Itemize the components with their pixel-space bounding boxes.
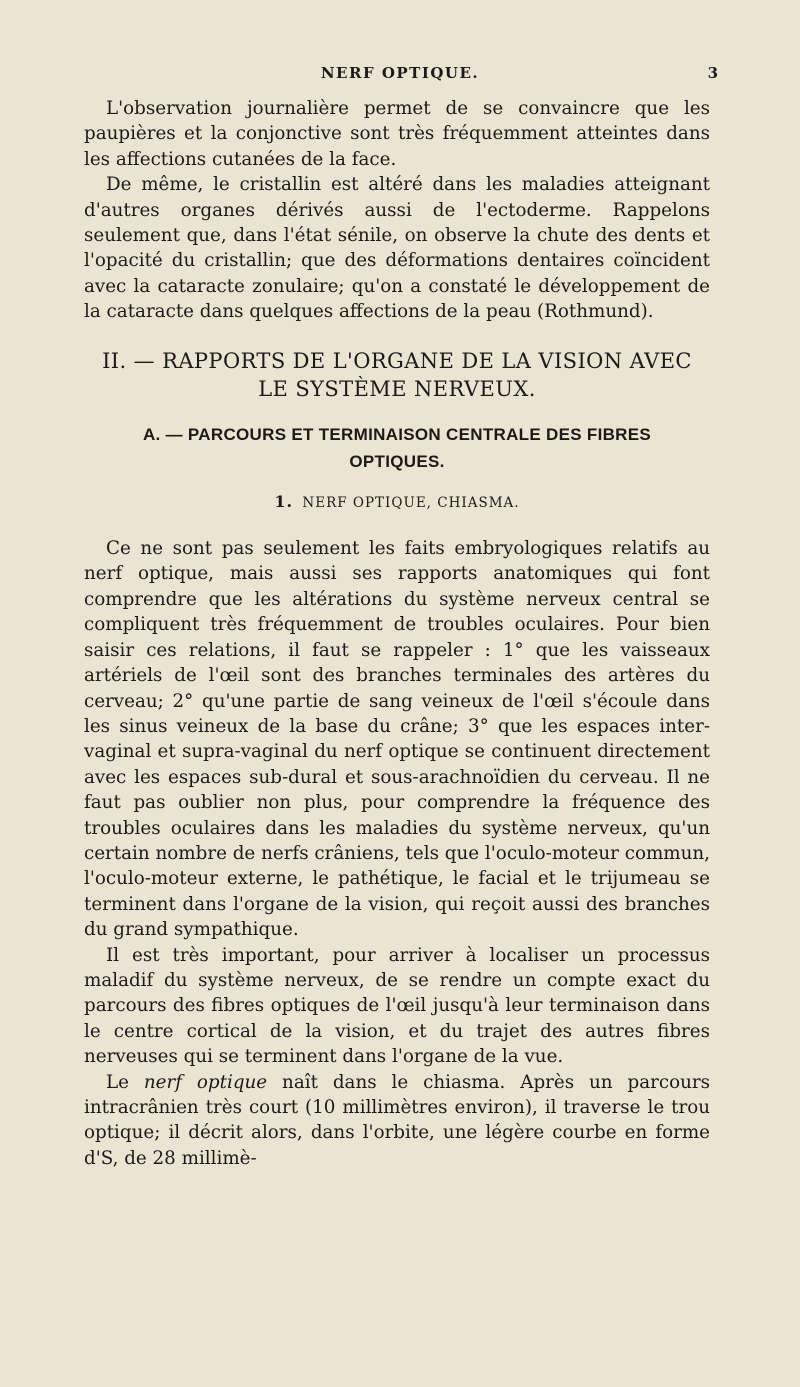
paragraph-paupieres: L'observation journalière permet de se convaincre que les paupières et la conjonctive sont très fréquemment atteintes dans les affections cutanées de la face.: [84, 98, 710, 170]
chapter-title: NERF OPTIQUE, CHIASMA.: [302, 494, 520, 511]
section-heading-line-1: II. — RAPPORTS DE L'ORGANE DE LA VISION AVEC: [102, 348, 692, 373]
running-head: [0, 64, 800, 86]
paragraph-lead: Le: [106, 1071, 144, 1093]
subsection-heading-line-1: A. — PARCOURS ET TERMINAISON CENTRALE DES FIBRES: [142, 424, 652, 444]
italic-term: nerf optique: [143, 1071, 268, 1093]
section-heading-line-2: LE SYSTÈME NERVEUX.: [258, 376, 536, 401]
running-title: NERF OPTIQUE.: [320, 64, 480, 82]
paragraph-continuation: naît dans le chiasma. Après un parcours intracrânien très court (10 millimètres environ), il traverse le trou optique; il décrit alors, dans l'orbite, une légère courbe en forme d'S, de 28 millimè-: [84, 1071, 710, 1169]
subsection-heading-line-2: OPTIQUES.: [349, 451, 445, 471]
paragraph-localisation: Il est très important, pour arriver à localiser un processus maladif du système nerveux, de se rendre un compte exact du parcours des fibres optiques de l'œil jusqu'à leur terminaison dans le centre cortical de la vision, et du trajet des autres fibres nerveuses qui se terminent dans l'organe de la vue.: [84, 944, 710, 1068]
page-number: 3: [707, 64, 718, 82]
paragraph-rapports-anatomiques: Ce ne sont pas seulement les faits embryologiques relatifs au nerf optique, mais aussi ses rapports anatomiques qui font comprendre que les altérations du système nerveux central se compliquent très fréquemment de troubles oculaires. Pour bien saisir ces relations, il faut se rappeler : 1° que les vaisseaux artériels de l'œil sont des branches terminales des artères du cerveau; 2° qu'une partie de sang veineux de l'œil s'écoule dans les sinus veineux de la base du crâne; 3° que les espaces inter-vaginal et supra-vaginal du nerf optique se continuent directement avec les espaces sub-dural et sous-arachnoïdien du cerveau. Il ne faut pas oublier non plus, pour comprendre la fréquence des troubles oculaires dans les maladies du système nerveux, qu'un certain nombre de nerfs crâniens, tels que l'oculo-moteur commun, l'oculo-moteur externe, le pathétique, le facial et le trijumeau se terminent dans l'organe de la vision, qui reçoit aussi des branches du grand sympathique.: [84, 538, 710, 941]
paragraph-nerf-optique: [84, 1070, 710, 1172]
chapter-number: 1.: [274, 491, 294, 511]
section-heading: [84, 347, 710, 403]
paragraph-cristallin: De même, le cristallin est altéré dans les maladies atteignant d'autres organes dérivés aussi de l'ectoderme. Rappelons seulement que, dans l'état sénile, on observe la chute des dents et l'opacité du cristallin; que des déformations dentaires coïncident avec la cataracte zonulaire; qu'on a constaté le développement de la cataracte dans quelques affections de la peau (Rothmund).: [84, 174, 710, 323]
chapter-heading: [84, 489, 710, 516]
subsection-heading: [84, 421, 710, 475]
text-column: [84, 96, 710, 1171]
